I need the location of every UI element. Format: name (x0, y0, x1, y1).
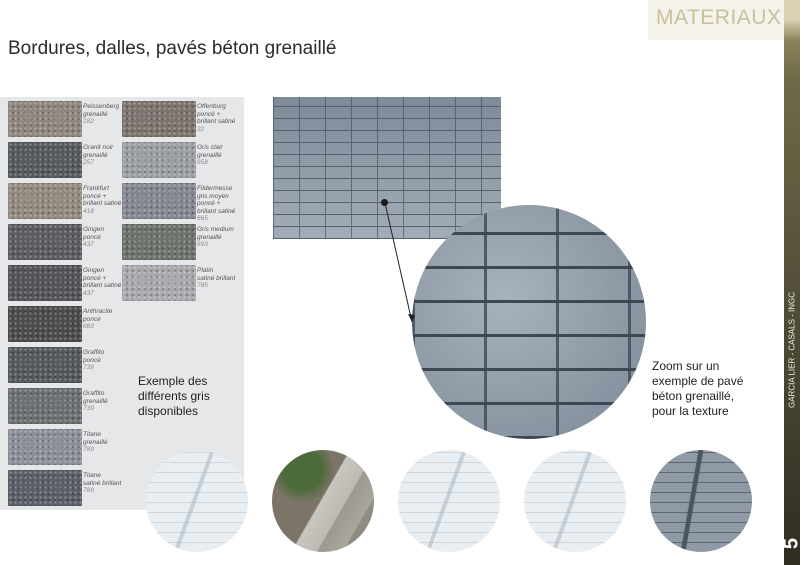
swatch-name: Gris clair grenaillé (197, 144, 223, 159)
sidebar-vertical-text: GARCIA LIER - CASALS - INGC (787, 291, 797, 409)
swatch-label (83, 349, 104, 372)
zoom-marker-dot (381, 199, 388, 206)
swatch-left-6 (8, 347, 82, 383)
swatch-code: 789 (83, 446, 94, 454)
page-number: 5 (780, 537, 803, 550)
swatch-code: 658 (197, 159, 208, 167)
swatch-label (83, 431, 108, 454)
paving-photo (273, 97, 501, 239)
zoom-texture-image (412, 205, 646, 439)
caption-zoom: Zoom sur un exemple de pavé béton grenaillé, pour la texture (652, 359, 744, 418)
swatch-left-7 (8, 388, 82, 424)
swatch-panel (0, 97, 244, 510)
example-photo-3 (398, 450, 500, 552)
swatch-code: 32 (197, 125, 205, 133)
example-photo-1 (146, 450, 248, 552)
swatch-right-2 (122, 183, 196, 219)
swatch-label (83, 390, 108, 413)
swatch-right-3 (122, 224, 196, 260)
swatch-label (83, 308, 112, 331)
swatch-left-4 (8, 265, 82, 301)
swatch-label (83, 472, 121, 495)
swatch-label (83, 103, 119, 126)
swatch-name: Platin satiné brillant (197, 267, 236, 282)
swatch-left-5 (8, 306, 82, 342)
swatch-left-3 (8, 224, 82, 260)
swatch-right-4 (122, 265, 196, 301)
swatch-left-8 (8, 429, 82, 465)
swatch-label (197, 267, 235, 290)
swatch-code: 437 (83, 289, 94, 297)
page-title: Bordures, dalles, pavés béton grenaillé (8, 38, 337, 59)
swatch-name: Granit noir grenaillé (83, 144, 114, 159)
swatch-name: Gingen poncé (83, 226, 104, 241)
swatch-name: Graffito poncé (83, 349, 105, 364)
swatch-name: Offenburg poncé + brillant satiné (197, 103, 236, 126)
swatch-left-9 (8, 470, 82, 506)
swatch-code: 257 (83, 159, 94, 167)
swatch-right-1 (122, 142, 196, 178)
swatch-code: 739 (83, 364, 94, 372)
swatch-left-0 (8, 101, 82, 137)
swatch-code: 789 (83, 487, 94, 495)
swatch-label (83, 267, 121, 297)
example-photo-5 (650, 450, 752, 552)
swatch-label (197, 144, 223, 167)
swatch-code: 739 (83, 405, 94, 413)
swatch-label (83, 144, 113, 167)
swatch-code: 182 (83, 118, 94, 126)
swatch-name: Titane grenaillé (83, 431, 108, 446)
swatch-name: Frankfurt poncé + brillant satiné (83, 185, 122, 208)
section-title: MATERIAUX (656, 6, 782, 29)
sidebar-band (784, 0, 800, 565)
swatch-name: Gingen poncé + brillant satiné (83, 267, 122, 290)
swatch-label (83, 185, 121, 215)
swatch-name: Fildermesse gris moyen poncé + brillant satiné (197, 185, 236, 215)
swatch-name: Anthracite poncé (83, 308, 113, 323)
swatch-code: 683 (83, 323, 94, 331)
swatch-label (197, 226, 234, 249)
swatch-code: 785 (197, 282, 208, 290)
swatch-left-1 (8, 142, 82, 178)
example-photo-2 (272, 450, 374, 552)
caption-greys: Exemple des différents gris disponibles (138, 374, 210, 418)
swatch-label (197, 103, 235, 133)
swatch-code: 437 (83, 241, 94, 249)
swatch-label (83, 226, 104, 249)
swatch-code: 665 (197, 215, 208, 223)
example-photo-4 (524, 450, 626, 552)
swatch-name: Titane satiné brillant (83, 472, 122, 487)
swatch-label (197, 185, 235, 223)
swatch-code: 693 (197, 241, 208, 249)
swatch-name: Peissenberg grenaillé (83, 103, 120, 118)
swatch-name: Gris medium grenaillé (197, 226, 234, 241)
swatch-left-2 (8, 183, 82, 219)
swatch-right-0 (122, 101, 196, 137)
swatch-name: Graffito grenaillé (83, 390, 108, 405)
swatch-code: 418 (83, 207, 94, 215)
